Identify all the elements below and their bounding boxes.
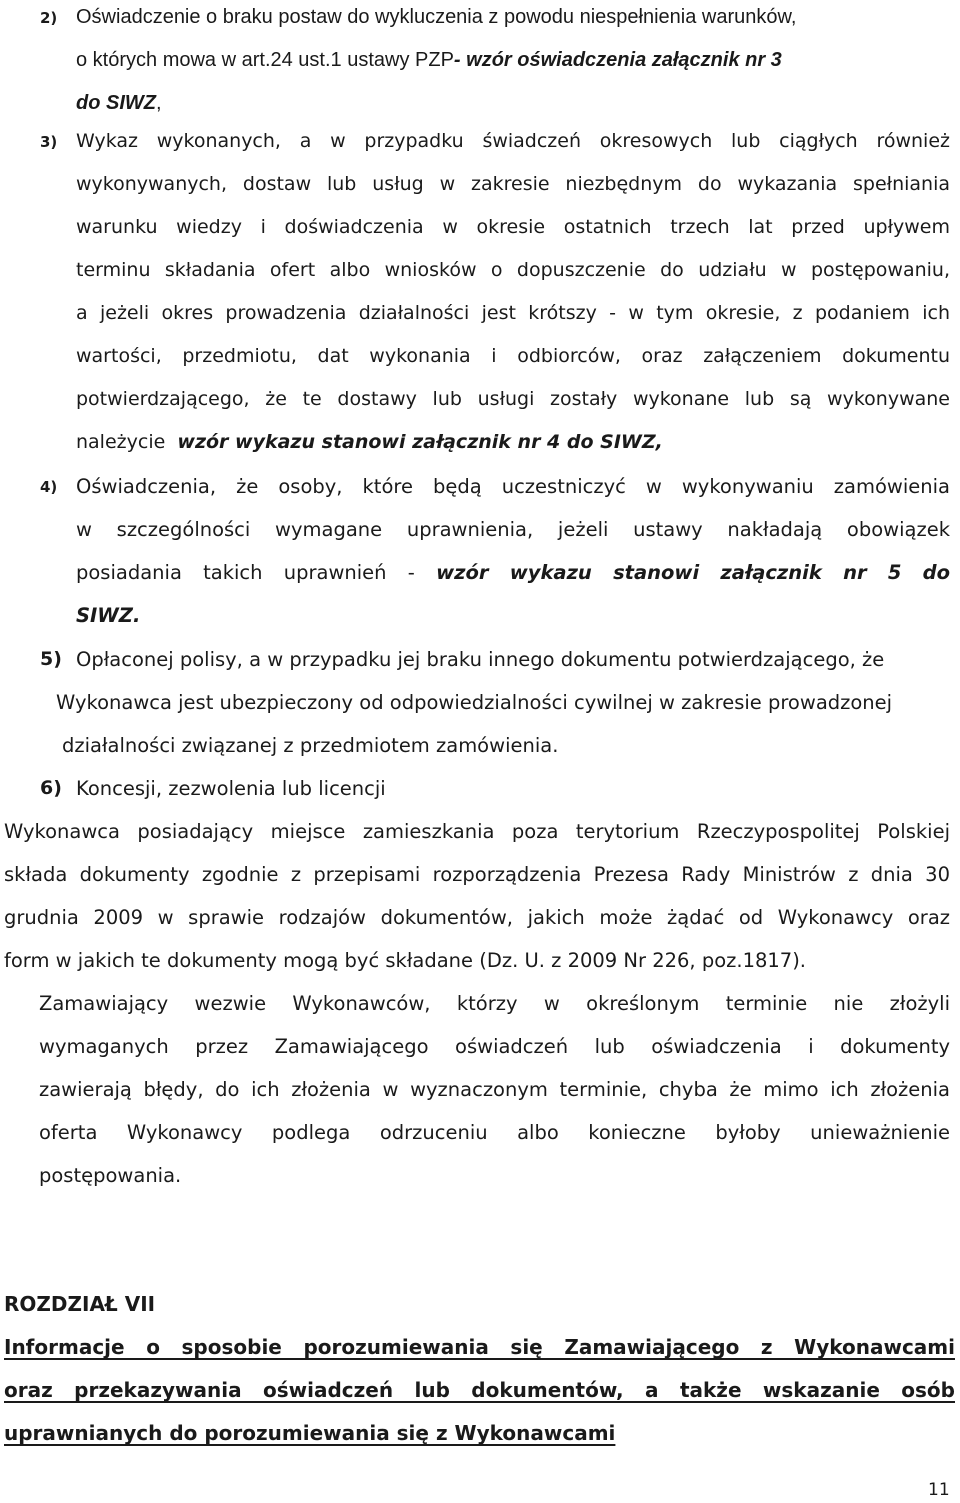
list-text-tail: ,	[155, 92, 162, 114]
list-text-line: potwierdzającego, że te dostawy lub usługi zostały wykonane lub są wykonywane	[76, 388, 950, 410]
emphasis-word: do	[922, 561, 950, 584]
emphasis-text: do SIWZ	[76, 92, 156, 114]
list-text-line: Oświadczenie o braku postaw do wykluczenia z powodu niespełnienia warunków,	[76, 6, 797, 28]
list-text-line: Wykaz wykonanych, a w przypadku świadczeń okresowych lub ciągłych również	[76, 130, 950, 152]
chapter-subtitle-line: Informacje o sposobie porozumiewania się Zamawiającego z Wykonawcami	[4, 1335, 955, 1359]
paragraph-line: oferta Wykonawcy podlega odrzuceniu albo konieczne byłoby unieważnienie	[39, 1121, 950, 1144]
list-text-line: wykonywanych, dostaw lub usług w zakresie niezbędnym do wykazania spełniania	[76, 173, 950, 195]
list-number: 5)	[40, 648, 62, 670]
list-text-line: a jeżeli okres prowadzenia działalności jest krótszy - w tym okresie, z podaniem ich	[76, 302, 950, 324]
chapter-subtitle-line: oraz przekazywania oświadczeń lub dokumentów, a także wskazanie osób	[4, 1378, 955, 1402]
list-text-line: o których mowa w art.24 ust.1 ustawy PZP	[76, 49, 454, 71]
emphasis-word: nr	[843, 561, 867, 584]
list-text-line: działalności związanej z przedmiotem zamówienia.	[62, 734, 559, 757]
chapter-subtitle-line: uprawnianych do porozumiewania się z Wykonawcami	[4, 1421, 616, 1445]
list-text-line: Oświadczenia, że osoby, które będą uczestniczyć w wykonywaniu zamówienia	[76, 475, 950, 498]
list-text-line: w szczególności wymagane uprawnienia, jeżeli ustawy nakładają obowiązek	[76, 518, 950, 541]
emphasis-word: stanowi	[613, 561, 700, 584]
list-number: 2)	[40, 9, 58, 27]
emphasis-word: załącznik	[720, 561, 822, 584]
emphasis-word: 5	[887, 561, 902, 584]
emphasis-text: wzór wykazu stanowi załącznik nr 4 do SIWZ,	[177, 431, 663, 453]
paragraph-line: zawierają błędy, do ich złożenia w wyznaczonym terminie, chyba że mimo ich złożenia	[39, 1078, 950, 1101]
paragraph-line: Wykonawca posiadający miejsce zamieszkania poza terytorium Rzeczypospolitej Polskiej	[4, 820, 950, 843]
chapter-subtitle	[4, 1326, 955, 1455]
list-text-line: Koncesji, zezwolenia lub licencji	[76, 777, 386, 800]
paragraph-foreign-contractor	[4, 810, 950, 982]
list-text-line: należycie	[76, 431, 166, 453]
paragraph-line: składa dokumenty zgodnie z przepisami rozporządzenia Prezesa Rady Ministrów z dnia 30	[4, 863, 950, 886]
page-number: 11	[928, 1480, 950, 1500]
paragraph-summons	[39, 982, 950, 1197]
list-number: 3)	[40, 133, 58, 151]
list-text-line: Opłaconej polisy, a w przypadku jej braku innego dokumentu potwierdzającego, że	[76, 648, 885, 671]
paragraph-line: form w jakich te dokumenty mogą być składane (Dz. U. z 2009 Nr 226, poz.1817).	[4, 949, 806, 972]
emphasis-text: - wzór oświadczenia załącznik nr 3	[453, 49, 782, 71]
emphasis-text: SIWZ.	[76, 604, 141, 627]
emphasis-word: wzór	[436, 561, 489, 584]
list-text-line: posiadania takich uprawnień -	[76, 561, 415, 584]
list-text-line: Wykonawca jest ubezpieczony od odpowiedzialności cywilnej w zakresie prowadzonej	[56, 691, 893, 714]
chapter-title: ROZDZIAŁ VII	[4, 1292, 156, 1316]
list-text-line: wartości, przedmiotu, dat wykonania i odbiorców, oraz załączeniem dokumentu	[76, 345, 950, 367]
paragraph-line: grudnia 2009 w sprawie rodzajów dokumentów, jakich może żądać od Wykonawcy oraz	[4, 906, 950, 929]
emphasis-word: wykazu	[509, 561, 592, 584]
paragraph-line: postępowania.	[39, 1164, 182, 1187]
list-number: 6)	[40, 777, 62, 799]
list-text-line: terminu składania ofert albo wniosków o dopuszczenie do udziału w postępowaniu,	[76, 259, 950, 281]
paragraph-line: Zamawiający wezwie Wykonawców, którzy w określonym terminie nie złożyli	[39, 992, 950, 1015]
list-text-line: warunku wiedzy i doświadczenia w okresie ostatnich trzech lat przed upływem	[76, 216, 950, 238]
paragraph-line: wymaganych przez Zamawiającego oświadczeń lub oświadczenia i dokumenty	[39, 1035, 950, 1058]
list-number: 4)	[40, 478, 58, 496]
